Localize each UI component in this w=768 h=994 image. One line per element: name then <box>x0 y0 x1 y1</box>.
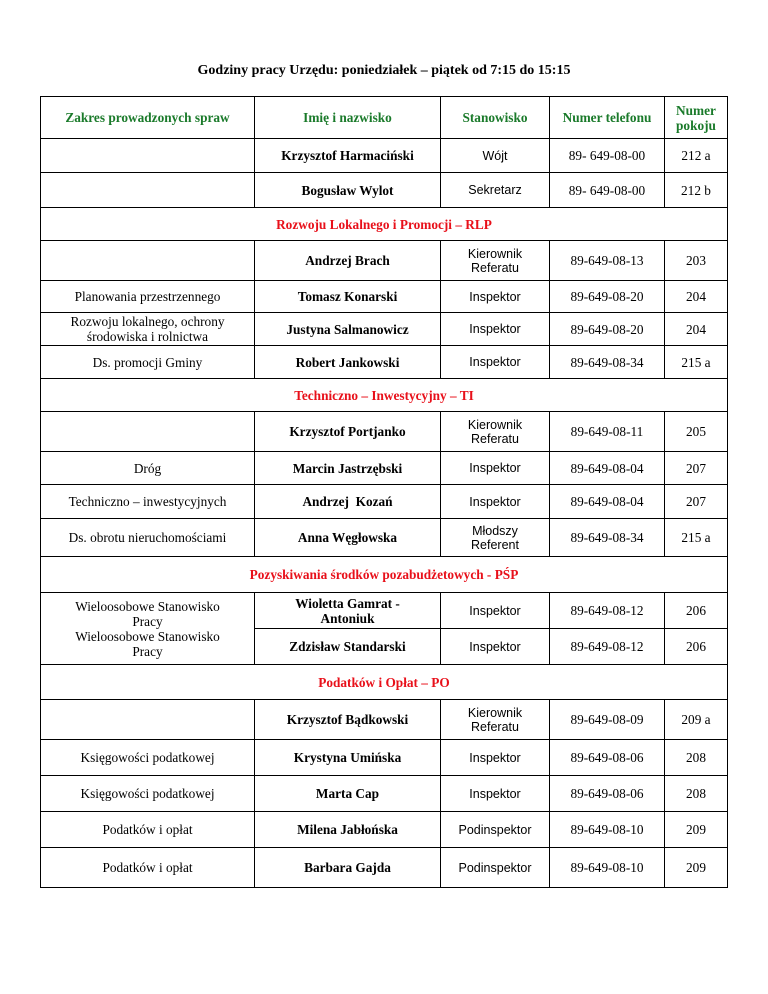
cell-telefon: 89-649-08-11 <box>550 412 665 452</box>
cell-zakres: Księgowości podatkowej <box>41 740 255 776</box>
cell-telefon: 89-649-08-04 <box>550 452 665 485</box>
cell-stanowisko: Podinspektor <box>441 848 550 888</box>
staff-table <box>40 96 728 888</box>
cell-pokoj: 212 a <box>665 139 728 173</box>
cell-telefon: 89-649-08-09 <box>550 700 665 740</box>
section-title: Pozyskiwania środków pozabudżetowych - PŚP <box>41 557 728 593</box>
section-title: Rozwoju Lokalnego i Promocji – RLP <box>41 208 728 241</box>
cell-stanowisko: Inspektor <box>441 346 550 379</box>
cell-imie: Robert Jankowski <box>255 346 441 379</box>
cell-stanowisko: Inspektor <box>441 593 550 629</box>
section-header-row <box>41 665 728 700</box>
cell-pokoj: 208 <box>665 740 728 776</box>
cell-zakres: Księgowości podatkowej <box>41 776 255 812</box>
cell-pokoj: 203 <box>665 241 728 281</box>
cell-pokoj: 206 <box>665 629 728 665</box>
cell-zakres <box>41 173 255 208</box>
cell-imie: Marta Cap <box>255 776 441 812</box>
section-header-row <box>41 208 728 241</box>
cell-stanowisko: Młodszy Referent <box>441 519 550 557</box>
cell-zakres <box>41 139 255 173</box>
cell-pokoj: 205 <box>665 412 728 452</box>
cell-zakres: Podatków i opłat <box>41 812 255 848</box>
table-row <box>41 452 728 485</box>
table-row <box>41 241 728 281</box>
table-row <box>41 812 728 848</box>
cell-stanowisko: Inspektor <box>441 485 550 519</box>
cell-stanowisko: Inspektor <box>441 281 550 313</box>
cell-zakres <box>41 700 255 740</box>
cell-stanowisko: Kierownik Referatu <box>441 241 550 281</box>
cell-telefon: 89-649-08-20 <box>550 281 665 313</box>
table-row <box>41 519 728 557</box>
cell-imie: Krzysztof Bądkowski <box>255 700 441 740</box>
cell-stanowisko: Inspektor <box>441 740 550 776</box>
cell-zakres: Podatków i opłat <box>41 848 255 888</box>
table-row <box>41 485 728 519</box>
table-row <box>41 173 728 208</box>
cell-pokoj: 212 b <box>665 173 728 208</box>
cell-pokoj: 215 a <box>665 519 728 557</box>
cell-imie: Tomasz Konarski <box>255 281 441 313</box>
cell-pokoj: 208 <box>665 776 728 812</box>
cell-telefon: 89-649-08-06 <box>550 740 665 776</box>
cell-zakres: Ds. obrotu nieruchomościami <box>41 519 255 557</box>
table-row <box>41 700 728 740</box>
cell-stanowisko: Podinspektor <box>441 812 550 848</box>
cell-stanowisko: Kierownik Referatu <box>441 412 550 452</box>
header-pokoj: Numer pokoju <box>665 97 728 139</box>
page-title: Godziny pracy Urzędu: poniedziałek – piątek od 7:15 do 15:15 <box>197 63 571 78</box>
cell-imie: Krzysztof Harmaciński <box>255 139 441 173</box>
cell-zakres: Techniczno – inwestycyjnych <box>41 485 255 519</box>
cell-imie: Justyna Salmanowicz <box>255 313 441 346</box>
section-header-row <box>41 557 728 593</box>
cell-stanowisko: Wójt <box>441 139 550 173</box>
cell-pokoj: 207 <box>665 452 728 485</box>
cell-zakres: Wieloosobowe Stanowisko Pracy Wieloosobowe Stanowisko Pracy <box>41 593 255 665</box>
cell-pokoj: 209 <box>665 848 728 888</box>
cell-pokoj: 204 <box>665 313 728 346</box>
cell-pokoj: 206 <box>665 593 728 629</box>
cell-zakres <box>41 412 255 452</box>
cell-pokoj: 207 <box>665 485 728 519</box>
header-stanowisko: Stanowisko <box>441 97 550 139</box>
cell-telefon: 89-649-08-10 <box>550 848 665 888</box>
cell-stanowisko: Sekretarz <box>441 173 550 208</box>
cell-pokoj: 209 <box>665 812 728 848</box>
table-row <box>41 412 728 452</box>
cell-imie: Barbara Gajda <box>255 848 441 888</box>
table-row <box>41 346 728 379</box>
cell-telefon: 89-649-08-34 <box>550 519 665 557</box>
cell-zakres: Dróg <box>41 452 255 485</box>
cell-telefon: 89-649-08-34 <box>550 346 665 379</box>
cell-imie: Zdzisław Standarski <box>255 629 441 665</box>
cell-stanowisko: Inspektor <box>441 776 550 812</box>
cell-imie: Bogusław Wylot <box>255 173 441 208</box>
table-row <box>41 281 728 313</box>
header-zakres: Zakres prowadzonych spraw <box>41 97 255 139</box>
cell-telefon: 89-649-08-12 <box>550 593 665 629</box>
cell-telefon: 89- 649-08-00 <box>550 173 665 208</box>
section-header-row <box>41 379 728 412</box>
table-row <box>41 139 728 173</box>
table-row <box>41 593 728 629</box>
header-imie: Imię i nazwisko <box>255 97 441 139</box>
cell-telefon: 89-649-08-20 <box>550 313 665 346</box>
table-row <box>41 848 728 888</box>
cell-pokoj: 204 <box>665 281 728 313</box>
cell-zakres: Ds. promocji Gminy <box>41 346 255 379</box>
cell-imie: Wioletta Gamrat - Antoniuk <box>255 593 441 629</box>
cell-imie: Andrzej Brach <box>255 241 441 281</box>
cell-imie: Andrzej Kozań <box>255 485 441 519</box>
cell-imie: Anna Węgłowska <box>255 519 441 557</box>
cell-stanowisko: Inspektor <box>441 629 550 665</box>
cell-imie: Krystyna Umińska <box>255 740 441 776</box>
section-title: Techniczno – Inwestycyjny – TI <box>41 379 728 412</box>
cell-zakres <box>41 241 255 281</box>
cell-telefon: 89-649-08-06 <box>550 776 665 812</box>
cell-telefon: 89-649-08-10 <box>550 812 665 848</box>
cell-imie: Marcin Jastrzębski <box>255 452 441 485</box>
cell-telefon: 89-649-08-12 <box>550 629 665 665</box>
table-row <box>41 776 728 812</box>
cell-pokoj: 209 a <box>665 700 728 740</box>
cell-zakres: Planowania przestrzennego <box>41 281 255 313</box>
cell-telefon: 89-649-08-13 <box>550 241 665 281</box>
section-title: Podatków i Opłat – PO <box>41 665 728 700</box>
table-row <box>41 313 728 346</box>
cell-stanowisko: Inspektor <box>441 313 550 346</box>
cell-stanowisko: Kierownik Referatu <box>441 700 550 740</box>
cell-zakres: Rozwoju lokalnego, ochrony środowiska i rolnictwa <box>41 313 255 346</box>
table-header-row <box>41 97 728 139</box>
table-row <box>41 740 728 776</box>
cell-imie: Krzysztof Portjanko <box>255 412 441 452</box>
header-telefon: Numer telefonu <box>550 97 665 139</box>
cell-stanowisko: Inspektor <box>441 452 550 485</box>
cell-telefon: 89- 649-08-00 <box>550 139 665 173</box>
cell-imie: Milena Jabłońska <box>255 812 441 848</box>
cell-pokoj: 215 a <box>665 346 728 379</box>
cell-telefon: 89-649-08-04 <box>550 485 665 519</box>
